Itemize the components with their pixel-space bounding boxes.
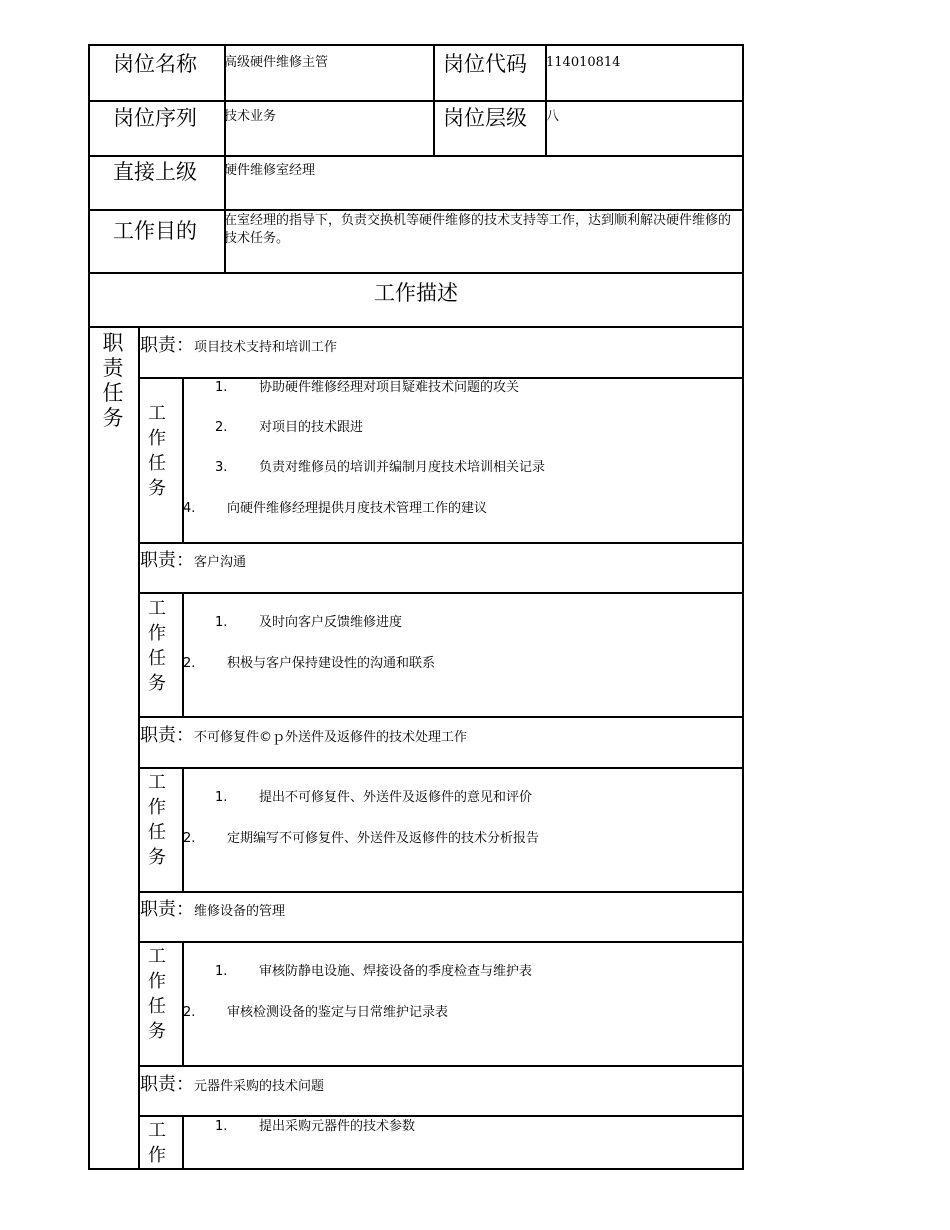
duty-label: 职责： <box>140 550 194 571</box>
duty-row <box>140 721 467 747</box>
position-code-value: 114010814 <box>546 55 621 70</box>
work-tasks-char: 务 <box>148 673 166 694</box>
duty-content: 元器件采购的技术问题 <box>194 1079 325 1094</box>
table-border-line <box>88 326 744 328</box>
duty-row <box>140 895 285 921</box>
duty-label: 职责： <box>140 335 194 356</box>
sequence-value: 技术业务 <box>224 109 277 124</box>
task-item <box>215 379 519 397</box>
table-border-line <box>88 1168 744 1170</box>
table-border-line <box>742 44 744 1169</box>
table-border-line <box>182 377 184 543</box>
work-tasks-char: 作 <box>148 971 166 992</box>
position-name-value: 高级硬件维修主管 <box>224 55 329 70</box>
work-tasks-char: 任 <box>148 996 166 1017</box>
duty-label: 职责： <box>140 899 194 920</box>
table-border-line <box>88 209 744 211</box>
duty-row <box>140 331 337 357</box>
objective-label: 工作目的 <box>113 219 197 243</box>
task-item <box>215 614 402 632</box>
duty-row <box>140 1070 324 1096</box>
task-number: 1. <box>215 615 228 630</box>
work-tasks-char: 工 <box>148 772 166 793</box>
task-text: 及时向客户反馈维修进度 <box>259 615 403 630</box>
work-tasks-char: 工 <box>148 403 166 424</box>
table-border-line <box>139 891 744 893</box>
task-text: 负责对维修员的培训并编制月度技术培训相关记录 <box>259 460 546 475</box>
task-text: 审核检测设备的鉴定与日常维护记录表 <box>227 1005 449 1020</box>
work-tasks-label <box>145 944 169 1044</box>
work-tasks-char: 工 <box>148 1120 166 1141</box>
duty-tasks-char: 任 <box>102 381 124 405</box>
work-tasks-char: 任 <box>148 453 166 474</box>
table-border-line <box>88 44 744 46</box>
task-item <box>215 419 363 437</box>
task-item <box>215 789 532 807</box>
table-border-line <box>139 767 744 769</box>
duty-content: 不可修复件©ｐ外送件及返修件的技术处理工作 <box>194 730 468 745</box>
sequence-label: 岗位序列 <box>113 106 197 130</box>
task-number: 1. <box>215 380 228 395</box>
task-text: 定期编写不可修复件、外送件及返修件的技术分析报告 <box>227 831 540 846</box>
task-number: 2. <box>183 831 196 846</box>
table-border-line <box>139 1065 744 1067</box>
work-tasks-char: 作 <box>148 623 166 644</box>
work-tasks-char: 任 <box>148 822 166 843</box>
table-border-line <box>139 941 744 943</box>
work-tasks-char: 工 <box>148 598 166 619</box>
task-item <box>183 1004 448 1022</box>
work-tasks-label <box>145 596 169 696</box>
supervisor-value: 硬件维修室经理 <box>224 163 316 178</box>
task-text: 审核防静电设施、焊接设备的季度检查与维护表 <box>259 964 533 979</box>
task-number: 1. <box>215 790 228 805</box>
work-tasks-char: 务 <box>148 847 166 868</box>
duty-tasks-char: 职 <box>102 331 124 355</box>
duty-tasks-label <box>101 331 125 431</box>
duty-label: 职责： <box>140 1074 194 1095</box>
work-tasks-char: 任 <box>148 648 166 669</box>
duty-label: 职责： <box>140 725 194 746</box>
position-code-label: 岗位代码 <box>443 52 527 76</box>
task-number: 2. <box>183 656 196 671</box>
task-item <box>183 830 539 848</box>
work-tasks-char: 作 <box>148 1145 166 1166</box>
work-tasks-char: 作 <box>148 428 166 449</box>
task-number: 3. <box>215 460 228 475</box>
table-border-line <box>182 1115 184 1169</box>
task-number: 2. <box>215 420 228 435</box>
supervisor-label: 直接上级 <box>113 160 197 184</box>
table-border-line <box>88 44 90 1169</box>
task-item <box>183 500 487 518</box>
work-tasks-label <box>145 770 169 870</box>
task-item <box>215 459 545 477</box>
duty-row <box>140 546 246 572</box>
task-item <box>215 963 532 981</box>
duty-content: 维修设备的管理 <box>194 904 286 919</box>
table-border-line <box>88 100 744 102</box>
duty-tasks-char: 务 <box>102 406 124 430</box>
work-tasks-char: 作 <box>148 797 166 818</box>
table-border-line <box>139 1115 744 1117</box>
work-tasks-char: 务 <box>148 1021 166 1042</box>
table-border-line <box>88 272 744 274</box>
objective-value: 在室经理的指导下，负责交换机等硬件维修的技术支持等工作，达到顺利解决硬件维修的技术任务。 <box>224 213 732 246</box>
task-text: 对项目的技术跟进 <box>259 420 364 435</box>
table-border-line <box>139 542 744 544</box>
position-name-label: 岗位名称 <box>113 52 197 76</box>
table-border-line <box>139 716 744 718</box>
level-label: 岗位层级 <box>443 106 527 130</box>
task-text: 提出采购元器件的技术参数 <box>259 1119 416 1134</box>
table-border-line <box>139 592 744 594</box>
table-border-line <box>88 155 744 157</box>
task-number: 1. <box>215 1119 228 1134</box>
task-item <box>215 1118 415 1136</box>
task-text: 协助硬件维修经理对项目疑难技术问题的攻关 <box>259 380 520 395</box>
duty-content: 项目技术支持和培训工作 <box>194 340 338 355</box>
task-text: 提出不可修复件、外送件及返修件的意见和评价 <box>259 790 533 805</box>
task-number: 4. <box>183 501 196 516</box>
table-border-line <box>138 326 140 1169</box>
task-text: 积极与客户保持建设性的沟通和联系 <box>227 656 436 671</box>
work-tasks-label <box>145 1118 169 1168</box>
task-number: 1. <box>215 964 228 979</box>
task-item <box>183 655 435 673</box>
task-text: 向硬件维修经理提供月度技术管理工作的建议 <box>227 501 488 516</box>
work-description-title: 工作描述 <box>374 281 458 305</box>
task-number: 2. <box>183 1005 196 1020</box>
work-tasks-label <box>145 401 169 501</box>
duty-tasks-char: 责 <box>102 356 124 380</box>
duty-content: 客户沟通 <box>194 555 247 570</box>
level-value: 八 <box>546 109 560 124</box>
work-tasks-char: 工 <box>148 946 166 967</box>
work-tasks-char: 务 <box>148 478 166 499</box>
table-border-line <box>433 44 435 156</box>
